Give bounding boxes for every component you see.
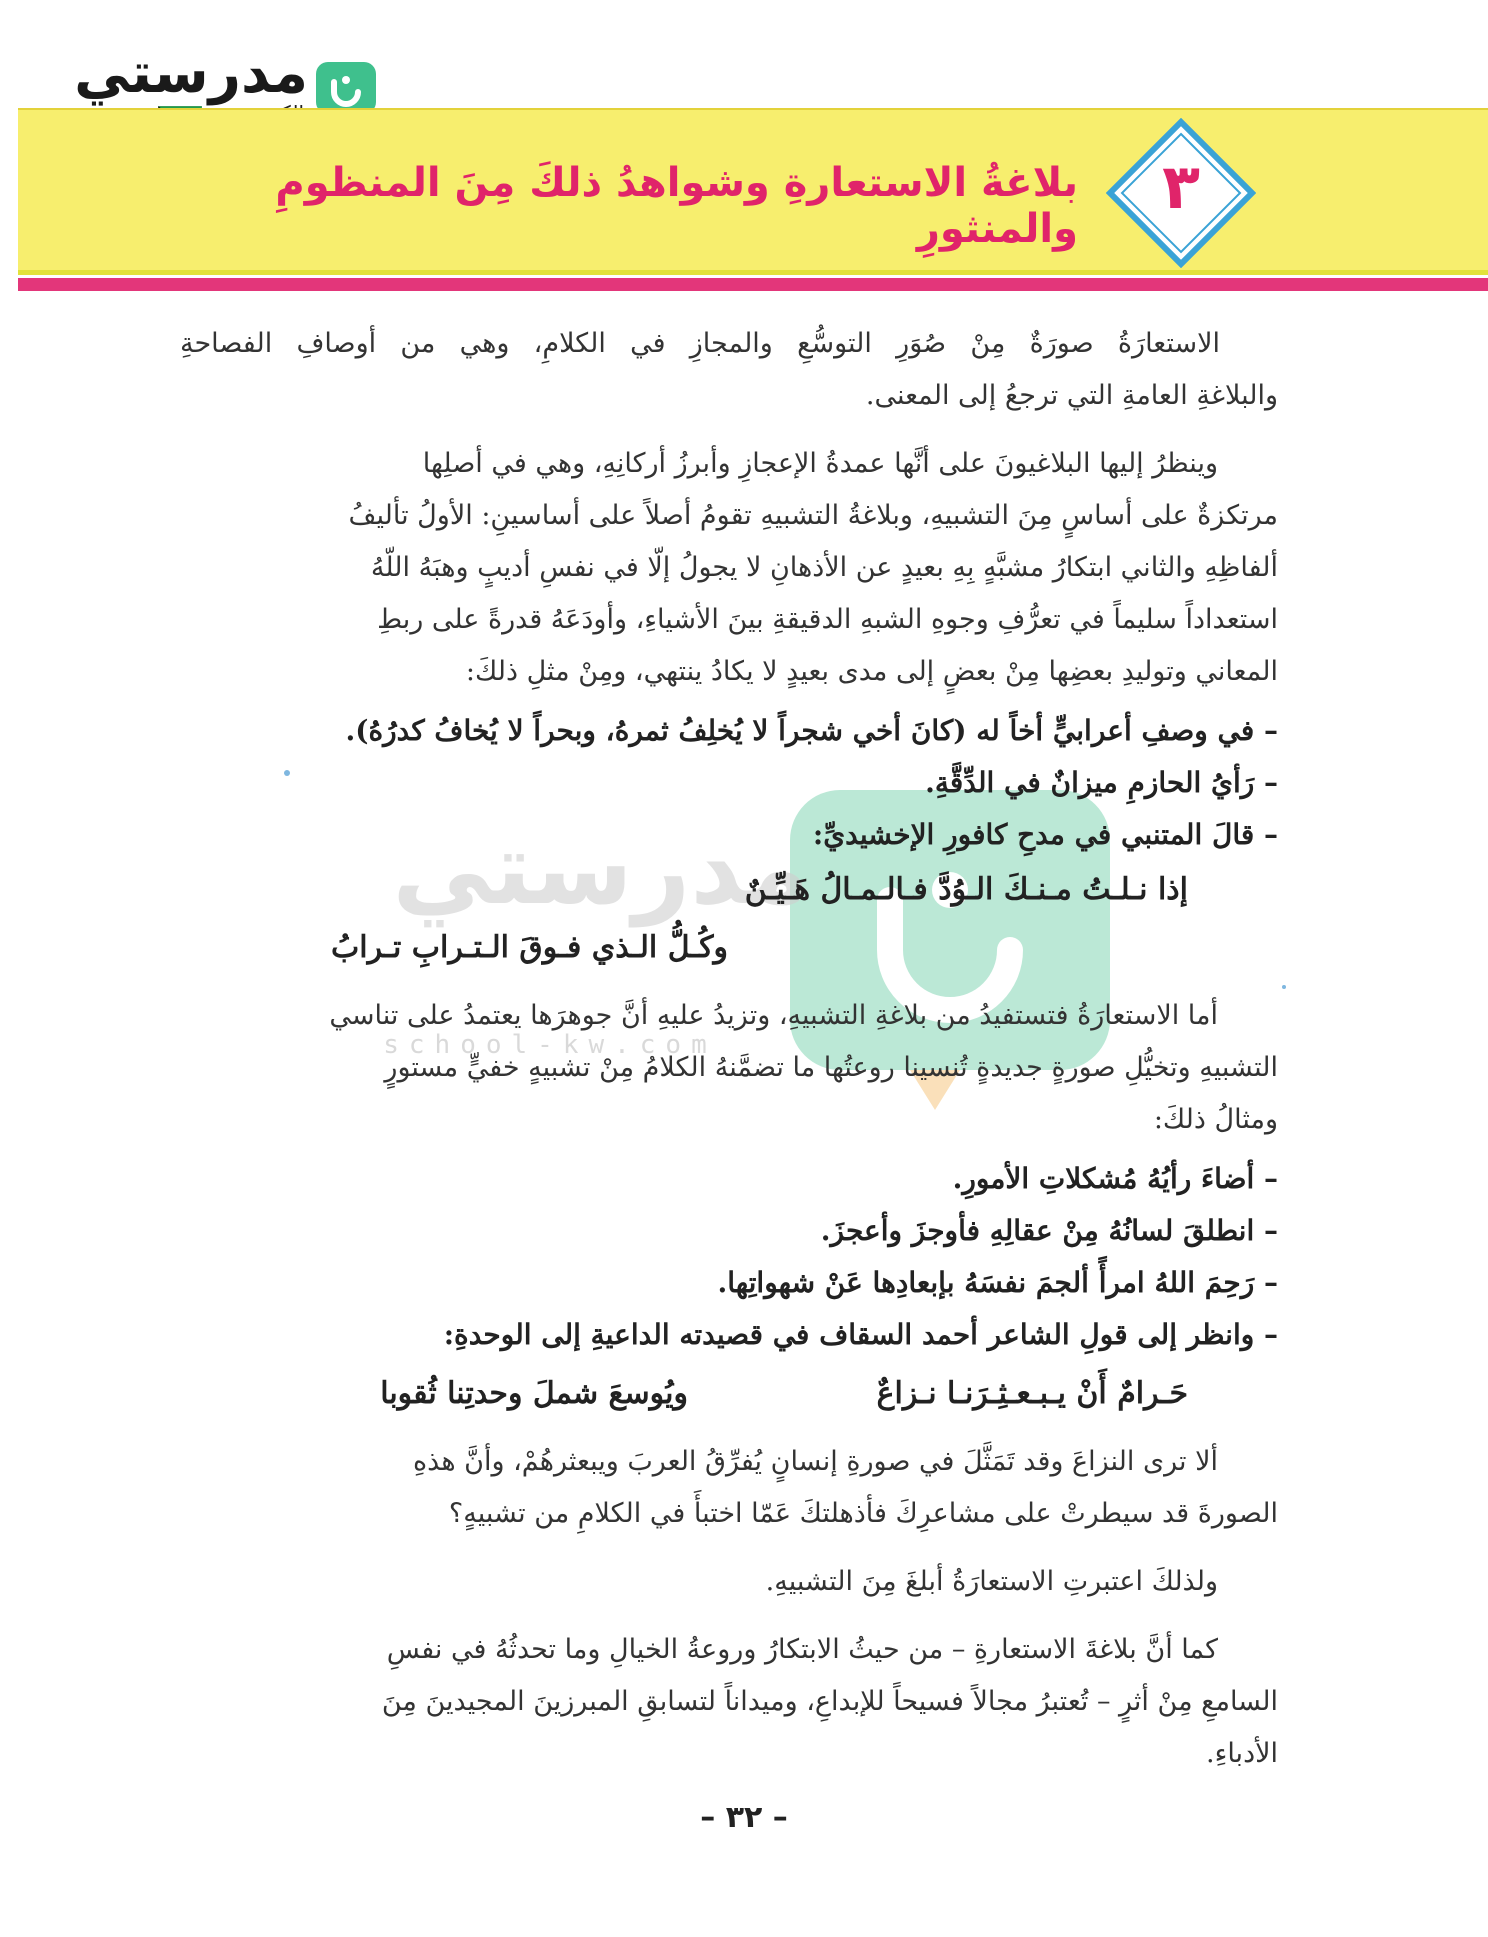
example-bullet: – قالَ المتنبي في مدحِ كافورِ الإخشيديِّ: — [812, 818, 1278, 851]
paragraph-line: ألا ترى النزاعَ وقد تَمَثَّلَ في صورةِ إنسانٍ يُفرِّقُ العربَ ويبعثرهُمْ، وأنَّ هذهِ — [413, 1446, 1218, 1477]
verse-hemistich: حَـرامٌ أَنْ يـبـعـثِـرَنـا نـزاعٌ — [876, 1376, 1188, 1411]
chapter-title: بلاغةُ الاستعارةِ وشواهدُ ذلكَ مِنَ المنظومِ والمنثورِ — [275, 160, 1078, 252]
example-bullet: – أضاءَ رأيُهُ مُشكلاتِ الأمورِ. — [952, 1162, 1278, 1195]
paragraph-line: الأدباءِ. — [1206, 1738, 1278, 1769]
example-bullet: – رَأيُ الحازمِ ميزانٌ في الدِّقَّةِ. — [925, 766, 1278, 799]
verse-hemistich: ويُوسعَ شملَ وحدتِنا ثُقوبا — [380, 1376, 688, 1411]
paragraph-line: استعداداً سليماً في تعرُّفِ وجوهِ الشبهِ الدقيقةِ بينَ الأشياءِ، وأودَعَهُ قدرةً على ربطِ — [377, 604, 1278, 635]
paragraph-line: مرتكزةٌ على أساسٍ مِنَ التشبيهِ، وبلاغةُ التشبيهِ تقومُ أصلاً على أساسينِ: الأولُ تأليفُ — [348, 500, 1278, 531]
paragraph-line: ومثالُ ذلكَ: — [1153, 1104, 1278, 1135]
decorative-dot — [1282, 985, 1286, 989]
verse-hemistich: إذا نـلـتُ مـنـكَ الـوُدَّ فـالـمـالُ هَـيِّـنٌ — [744, 872, 1188, 907]
example-bullet: – رَحِمَ اللهُ امرأً ألجمَ نفسَهُ بإبعادِها عَنْ شهواتِها. — [717, 1266, 1278, 1299]
example-bullet: – وانظر إلى قولِ الشاعر أحمد السقاف في قصيدته الداعيةِ إلى الوحدةِ: — [443, 1318, 1278, 1351]
decorative-dot — [284, 770, 290, 776]
page-number: – ٣٢ – — [700, 1800, 788, 1835]
paragraph-line: السامعِ مِنْ أثرٍ – تُعتبرُ مجالاً فسيحاً للإبداعِ، وميداناً لتسابقِ المبرزينَ المجيدينَ مِنَ — [381, 1686, 1278, 1717]
watermark-name: مدرستي — [392, 810, 810, 927]
watermark-url: school-kw.com — [383, 1030, 717, 1060]
chapter-number: ٣ — [1162, 150, 1200, 223]
paragraph-line: ولذلكَ اعتبرتِ الاستعارَةُ أبلغَ مِنَ التشبيهِ. — [765, 1566, 1218, 1597]
paragraph-line: كما أنَّ بلاغةَ الاستعارةِ – من حيثُ الابتكارُ وروعةُ الخيالِ وما تحدثُهُ في نفسِ — [386, 1634, 1218, 1665]
paragraph-line: المعاني وتوليدِ بعضِها مِنْ بعضٍ إلى مدى بعيدٍ لا يكادُ ينتهي، ومِنْ مثلِ ذلكَ: — [465, 656, 1278, 687]
paragraph-line: التشبيهِ وتخيُّلِ صورةٍ جديدةٍ تُنسينا روعتُها ما تضمَّنهُ الكلامُ مِنْ تشبيهٍ خفيٍّ مستورٍ — [384, 1052, 1278, 1083]
header-pink-rule — [18, 278, 1488, 291]
paragraph-line: ألفاظِهِ والثاني ابتكارُ مشبَّهٍ بِهِ بعيدٍ عن الأذهانِ لا يجولُ إلّا في نفسِ أديبٍ وهبَهُ اللّهُ — [370, 552, 1278, 583]
verse-hemistich: وكُـلُّ الـذي فـوقَ الـتـرابِ تـرابُ — [331, 930, 728, 965]
paragraph-line: والبلاغةِ العامةِ التي ترجعُ إلى المعنى. — [865, 380, 1278, 411]
paragraph-line: أما الاستعارَةُ فتستفيدُ من بلاغةِ التشبيهِ، وتزيدُ عليهِ أنَّ جوهرَها يعتمدُ على تناسي — [329, 1000, 1218, 1031]
paragraph-line: وينظرُ إليها البلاغيونَ على أنَّها عمدةُ الإعجازِ وأبرزُ أركانِهِ، وهي في أصلِها — [422, 448, 1218, 479]
logo-name: مدرستي — [74, 41, 308, 106]
paragraph-line: الصورةَ قد سيطرتْ على مشاعرِكَ فأذهلتكَ عَمّا اختبأَ في الكلامِ من تشبيهٍ؟ — [448, 1498, 1278, 1529]
header-bottom-line — [18, 270, 1488, 275]
example-bullet: – في وصفِ أعرابيٍّ أخاً له (كانَ أخي شجراً لا يُخلِفُ ثمرهُ، وبحراً لا يُخافُ كدرُهُ). — [345, 714, 1278, 747]
paragraph-line: الاستعارَةُ صورَةٌ مِنْ صُوَرِ التوسُّعِ والمجازِ في الكلامِ، وهي من أوصافِ الفصاحةِ — [180, 328, 1220, 359]
example-bullet: – انطلقَ لسانُهُ مِنْ عقالِهِ فأوجزَ وأعجزَ. — [820, 1214, 1278, 1247]
